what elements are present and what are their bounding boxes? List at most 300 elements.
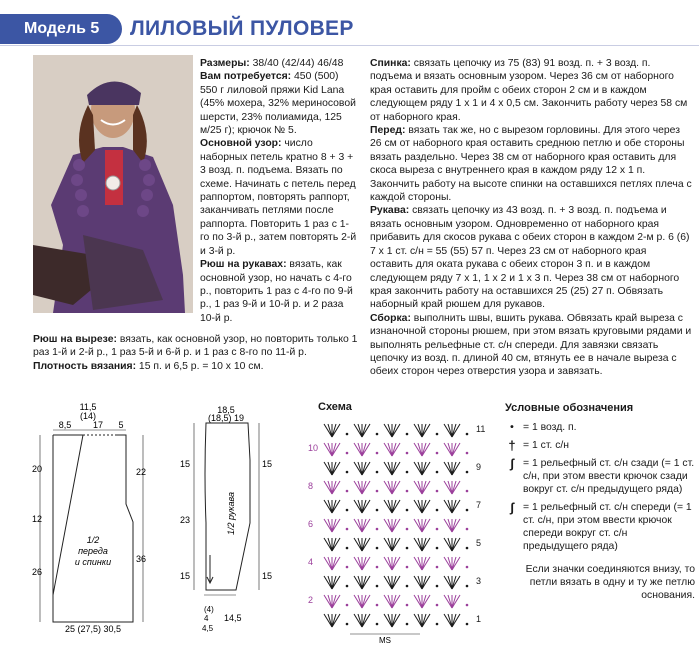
chart-stitch	[328, 424, 332, 437]
chart-stitch	[332, 424, 340, 437]
chart-chain-dot	[346, 528, 349, 531]
chart-stitch	[422, 519, 430, 532]
chart-stitch	[324, 462, 332, 475]
chart-stitch-group	[414, 557, 430, 570]
body-dim-left-12: 12	[32, 514, 43, 524]
chart-stitch	[422, 424, 430, 437]
sleeve-dim-top-a: 18,5	[217, 405, 235, 415]
chart-stitch	[422, 462, 430, 475]
chart-chain-dot	[406, 623, 409, 626]
chart-stitch	[392, 424, 400, 437]
chart-stitch-group	[444, 519, 460, 532]
body-dim-top-right: 5	[118, 420, 124, 430]
chart-stitch	[414, 519, 422, 532]
double-crochet-icon: †	[508, 438, 516, 453]
chart-stitch	[414, 500, 422, 513]
chart-stitch	[414, 443, 422, 456]
need-value: 450 (500) 550 г лиловой пряжи Kid Lana (45% мохера, 32% мериносовой шерсти, 23% полиамида, 125 м/25 г); крючок № 5.	[200, 71, 356, 137]
chart-chain-dot	[466, 585, 469, 588]
chart-stitch	[452, 576, 456, 589]
chart-stitch	[358, 614, 362, 627]
chart-stitch	[354, 557, 362, 570]
chart-stitch	[448, 481, 452, 494]
chart-stitch	[358, 500, 362, 513]
chart-stitch	[362, 557, 370, 570]
chart-stitch	[332, 576, 336, 589]
chart-stitch	[418, 443, 422, 456]
chart-stitch	[332, 481, 336, 494]
chart-chain-dot	[376, 509, 379, 512]
chart-stitch	[354, 481, 362, 494]
chart-stitch	[452, 462, 460, 475]
chart-stitch	[392, 481, 396, 494]
chart-stitch	[452, 595, 460, 608]
chart-stitch	[392, 538, 400, 551]
chart-chain-dot	[376, 566, 379, 569]
chart-stitch	[392, 614, 400, 627]
chart-row-label: 5	[476, 538, 482, 548]
chart-stitch	[388, 519, 392, 532]
chart-stitch	[358, 557, 362, 570]
chart-stitch	[444, 595, 452, 608]
sleeve-dim-left-15b: 15	[180, 571, 191, 581]
lower-left-text	[33, 333, 363, 373]
chart-chain-dot	[376, 471, 379, 474]
chart-stitch	[332, 614, 336, 627]
sleeve-dim-top-b: (18,5) 19	[207, 413, 245, 423]
chart-chain-dot	[346, 452, 349, 455]
chart-stitch	[324, 557, 332, 570]
chart-stitch	[328, 462, 332, 475]
chart-stitch	[388, 500, 392, 513]
legend-text: = 1 рельефный ст. с/н сзади (= 1 ст. с/н, при этом ввести крючок сзади вокруг ст. с/н предыдущего ряда)	[523, 458, 695, 495]
chart-stitch-group	[384, 481, 400, 494]
chart-stitch-group	[384, 500, 400, 513]
chart-stitch	[332, 614, 340, 627]
chart-stitch	[452, 519, 460, 532]
chart-stitch-group	[444, 424, 460, 437]
chart-stitch	[332, 500, 340, 513]
chart-stitch	[328, 595, 332, 608]
chart-stitch-group	[444, 557, 460, 570]
chart-stitch	[414, 614, 422, 627]
chart-stitch	[362, 576, 366, 589]
chart-chain-dot	[346, 604, 349, 607]
chart-stitch-group	[414, 481, 430, 494]
chart-stitch	[354, 614, 362, 627]
chart-stitch	[358, 519, 362, 532]
chart-stitch	[332, 424, 336, 437]
chart-chain-dot	[436, 623, 439, 626]
chart-stitch-group	[324, 576, 340, 589]
chart-stitch	[358, 595, 362, 608]
chart-chain-dot	[436, 604, 439, 607]
chart-stitch	[384, 595, 392, 608]
chart-stitch	[332, 443, 340, 456]
chart-stitch	[388, 538, 392, 551]
chart-chain-dot	[436, 547, 439, 550]
chart-chain-dot	[346, 623, 349, 626]
chart-chain-dot	[406, 433, 409, 436]
chart-stitch	[392, 443, 396, 456]
chart-stitch	[422, 462, 426, 475]
chart-stitch-group	[414, 424, 430, 437]
legend-title: Условные обозначения	[505, 402, 634, 414]
chart-stitch	[384, 481, 392, 494]
chart-chain-dot	[406, 509, 409, 512]
chart-stitch	[452, 443, 460, 456]
chart-stitch	[392, 557, 396, 570]
chart-stitch	[388, 614, 392, 627]
chart-stitch	[332, 443, 336, 456]
chart-stitch	[418, 576, 422, 589]
left-text-column	[200, 57, 358, 325]
chart-stitch	[448, 576, 452, 589]
assembly-value: выполнить швы, вшить рукава. Обвязать край выреза с изнаночной стороны рюшем, при этом вязать круговыми рядами и выполнять рельефные ст. с/н спереди. Для завязки связать цепочку из возд. п. длиной 40 см, втянуть ее в начале выреза с обеих сторон через отверстия узора и завязать.	[370, 312, 692, 378]
chart-stitch	[448, 462, 452, 475]
chart-stitch-group	[384, 538, 400, 551]
chart-stitch	[328, 443, 332, 456]
chart-stitch	[362, 443, 366, 456]
chart-stitch	[392, 424, 396, 437]
chart-stitch	[324, 481, 332, 494]
pattern-value: число наборных петель кратно 8 + 3 + 3 возд. п. подъема. Вязать по схеме. Начинать с петель перед раппортом, повторять раппорт, заканчивать петлями после раппорта. Повторить 1 раз с 1-го по 3-й р., затем повторять 2-й и 3-й р.	[200, 138, 357, 257]
chart-stitch-group	[384, 576, 400, 589]
chart-stitch	[422, 595, 426, 608]
chart-stitch	[392, 595, 396, 608]
chart-stitch-group	[384, 614, 400, 627]
chart-stitch	[422, 576, 426, 589]
chart-stitch-group	[354, 462, 370, 475]
chart-stitch-group	[354, 424, 370, 437]
chart-stitch	[358, 462, 362, 475]
chart-chain-dot	[346, 490, 349, 493]
chart-stitch	[422, 500, 426, 513]
chart-stitch	[452, 424, 456, 437]
sleeve-schematic	[176, 405, 276, 635]
chart-chain-dot	[436, 509, 439, 512]
chart-chain-dot	[466, 566, 469, 569]
chart-stitch	[452, 595, 456, 608]
sleeve-label: 1/2 рукава	[226, 492, 236, 535]
chart-stitch-group	[324, 614, 340, 627]
chart-stitch-group	[384, 462, 400, 475]
chart-stitch	[384, 443, 392, 456]
chart-stitch	[358, 576, 362, 589]
legend-text: = 1 рельефный ст. с/н спереди (= 1 ст. с/н, при этом ввести крючок спереди вокруг ст. с/н предыдущего ряда)	[523, 502, 692, 552]
chart-chain-dot	[466, 509, 469, 512]
chart-stitch	[362, 462, 366, 475]
chart-stitch-group	[324, 500, 340, 513]
chart-stitch-group	[384, 557, 400, 570]
chart-stitch-group	[354, 500, 370, 513]
chart-stitch-group	[384, 519, 400, 532]
chart-chain-dot	[406, 585, 409, 588]
density-value: 15 п. и 6,5 р. = 10 х 10 см.	[136, 360, 264, 372]
chart-stitch	[332, 500, 336, 513]
chart-stitch	[444, 424, 452, 437]
chart-stitch	[384, 500, 392, 513]
chart-stitch-group	[444, 500, 460, 513]
chart-stitch	[418, 595, 422, 608]
chart-stitch-group	[444, 576, 460, 589]
front-value: вязать так же, но с вырезом горловины. Для этого через 26 см от наборного края оставить среднюю петлю и обе стороны вязать раздельно. Через 38 см от наборного края оставить для скоса выреза с внутреннего края в каждом ряду 12 х 1 п. Закончить работу на высоте спинки на оставшихся петлях плеча с каждой стороны.	[370, 125, 692, 204]
chart-chain-dot	[466, 452, 469, 455]
chart-stitch	[414, 557, 422, 570]
sleeve-dim-bottom-b: 4	[204, 614, 209, 623]
chart-row-label: 9	[476, 462, 482, 472]
chart-chain-dot	[346, 433, 349, 436]
chart-stitch	[328, 557, 332, 570]
sleeve-dim-bottom-d: 14,5	[224, 613, 242, 623]
chart-row-label: 2	[308, 595, 314, 605]
chart-stitch	[422, 538, 426, 551]
chart-stitch	[444, 538, 452, 551]
chart-stitch	[328, 576, 332, 589]
chart-stitch-group	[384, 424, 400, 437]
chart-stitch	[324, 538, 332, 551]
chart-stitch	[452, 614, 456, 627]
sleeve-label: Рукава:	[370, 205, 410, 217]
chart-stitch	[392, 557, 400, 570]
chart-stitch	[452, 424, 460, 437]
chart-stitch	[418, 538, 422, 551]
chart-stitch	[448, 614, 452, 627]
chart-stitch	[414, 538, 422, 551]
chart-row-label: 8	[308, 481, 314, 491]
chart-stitch	[444, 481, 452, 494]
chart-stitch-group	[324, 462, 340, 475]
chart-stitch	[332, 519, 340, 532]
chart-stitch	[418, 614, 422, 627]
ruffle-neck-label: Рюш на вырезе:	[33, 334, 117, 345]
chart-stitch-group	[354, 614, 370, 627]
chart-stitch	[418, 481, 422, 494]
body-dim-right-36: 36	[136, 554, 147, 564]
chart-stitch	[452, 500, 460, 513]
chart-stitch-group	[444, 595, 460, 608]
chart-stitch	[332, 557, 340, 570]
chart-stitch	[332, 462, 336, 475]
chart-stitch	[324, 443, 332, 456]
chart-stitch-group	[354, 576, 370, 589]
chart-stitch	[332, 481, 340, 494]
legend-item	[505, 457, 695, 496]
sizes-value: 38/40 (42/44) 46/48	[249, 58, 344, 69]
chart-stitch	[418, 424, 422, 437]
chart-stitch	[422, 443, 426, 456]
chart-stitch	[384, 538, 392, 551]
chart-stitch	[358, 538, 362, 551]
chart-stitch	[448, 595, 452, 608]
chart-stitch	[362, 500, 366, 513]
chart-chain-dot	[436, 471, 439, 474]
chart-chain-dot	[406, 471, 409, 474]
body-dim-top-b: (14)	[79, 411, 97, 421]
sleeve-dim-bottom-a: (4)	[204, 605, 214, 614]
chart-stitch	[388, 557, 392, 570]
ruffle-sleeves-label: Рюш на рукавах:	[200, 259, 287, 271]
chart-stitch	[452, 481, 460, 494]
chart-stitch	[448, 519, 452, 532]
chart-stitch	[358, 424, 362, 437]
chart-chain-dot	[406, 528, 409, 531]
body-label-1: 1/2	[86, 535, 100, 545]
chart-stitch	[388, 462, 392, 475]
chart-stitch	[422, 557, 426, 570]
chart-chain-dot	[406, 566, 409, 569]
assembly-label: Сборка:	[370, 312, 411, 324]
chart-chain-dot	[436, 585, 439, 588]
chart-chain-dot	[406, 604, 409, 607]
body-dim-right-22: 22	[136, 467, 147, 477]
chart-stitch	[452, 443, 456, 456]
chart-stitch	[324, 500, 332, 513]
chart-stitch	[362, 424, 370, 437]
chart-stitch-group	[414, 462, 430, 475]
chart-stitch	[392, 576, 400, 589]
chart-stitch	[328, 519, 332, 532]
chart-stitch-group	[354, 481, 370, 494]
chart-stitch	[354, 595, 362, 608]
chart-stitch	[332, 595, 336, 608]
chart-stitch	[388, 443, 392, 456]
chart-stitch	[362, 481, 366, 494]
chart-stitch-group	[354, 519, 370, 532]
chart-chain-dot	[406, 547, 409, 550]
chart-stitch	[414, 462, 422, 475]
chart-stitch	[444, 614, 452, 627]
chart-stitch	[384, 462, 392, 475]
chart-stitch	[422, 424, 426, 437]
ruffle-sleeves-value: вязать, как основной узор, но начать с 4-го р., повторить 1 раз с 4-го по 9-й р., 1 раз 9-й и 10-й р. и 2 раза 10-й р.	[200, 259, 353, 324]
chart-chain-dot	[406, 452, 409, 455]
right-text-column	[370, 57, 692, 379]
chart-stitch	[448, 538, 452, 551]
chart-stitch	[392, 462, 396, 475]
legend	[505, 402, 695, 602]
header-divider	[0, 45, 699, 46]
chart-stitch	[362, 538, 366, 551]
chart-stitch-group	[414, 519, 430, 532]
chart-stitch	[324, 424, 332, 437]
body-dim-top-a: 11,5	[79, 402, 97, 412]
chart-chain-dot	[376, 528, 379, 531]
chart-stitch	[354, 576, 362, 589]
chart-chain-dot	[376, 547, 379, 550]
chart-stitch	[392, 595, 400, 608]
chart-stitch-group	[444, 481, 460, 494]
chart-stitch	[332, 576, 340, 589]
photo-illustration	[33, 55, 193, 313]
chart-stitch	[422, 481, 426, 494]
front-label: Перед:	[370, 125, 406, 137]
sleeve-dim-right-15b: 15	[262, 571, 273, 581]
chart-stitch	[422, 614, 426, 627]
chart-stitch	[324, 614, 332, 627]
chart-stitch	[448, 500, 452, 513]
chart-stitch	[332, 538, 340, 551]
chart-chain-dot	[466, 528, 469, 531]
chart-stitch-group	[324, 595, 340, 608]
chart-stitch	[324, 595, 332, 608]
chart-stitch	[362, 424, 366, 437]
need-label: Вам потребуется:	[200, 71, 292, 83]
chart-stitch	[328, 500, 332, 513]
chart-stitch	[452, 538, 460, 551]
chart-stitch	[452, 519, 456, 532]
ruffle-neck-value: вязать, как основной узор, но повторить только 1 раз 1-й и 2-й р., 1 раз 5-й и 6-й р. и 1 раз с 8-го по 11-й р.	[33, 334, 358, 359]
chart-stitch	[388, 481, 392, 494]
chart-stitch-group	[444, 462, 460, 475]
chart-stitch-group	[414, 614, 430, 627]
chart-stitch-group	[354, 595, 370, 608]
chart-stitch	[418, 500, 422, 513]
body-dim-top-left: 8,5	[58, 420, 72, 430]
chart-stitch	[332, 557, 336, 570]
chart-stitch	[362, 519, 366, 532]
chart-stitch	[422, 500, 430, 513]
legend-note: Если значки соединяются внизу, то петли вязать в одну и ту же петлю основания.	[525, 564, 695, 601]
back-label: Спинка:	[370, 58, 411, 69]
chart-stitch-group	[354, 443, 370, 456]
chart-stitch-group	[324, 519, 340, 532]
chart-chain-dot	[466, 433, 469, 436]
chart-chain-dot	[376, 452, 379, 455]
chart-stitch	[362, 462, 370, 475]
chart-stitch	[388, 424, 392, 437]
sleeve-dim-left-23: 23	[180, 515, 191, 525]
chart-stitch	[414, 595, 422, 608]
chart-stitch-group	[414, 500, 430, 513]
chart-stitch	[362, 443, 370, 456]
crochet-chart	[300, 414, 490, 644]
chart-stitch-group	[324, 424, 340, 437]
body-dim-left-20: 20	[32, 464, 43, 474]
chart-stitch	[362, 614, 366, 627]
chart-stitch	[392, 443, 400, 456]
chart-stitch	[384, 576, 392, 589]
chart-stitch	[414, 576, 422, 589]
chart-stitch	[332, 519, 336, 532]
chart-stitch-group	[444, 443, 460, 456]
chart-stitch-group	[414, 595, 430, 608]
chart-stitch	[362, 481, 370, 494]
chart-stitch-group	[414, 538, 430, 551]
chart-stitch	[422, 576, 430, 589]
chart-stitch	[392, 576, 396, 589]
model-label: Модель 5	[24, 20, 100, 37]
chart-stitch-group	[324, 557, 340, 570]
chart-stitch	[444, 576, 452, 589]
chart-stitch	[328, 614, 332, 627]
chart-chain-dot	[466, 490, 469, 493]
chart-chain-dot	[436, 452, 439, 455]
chart-stitch	[384, 424, 392, 437]
chart-stitch-group	[414, 576, 430, 589]
chart-stitch	[414, 481, 422, 494]
chart-row-label: 3	[476, 576, 482, 586]
chart-stitch	[422, 443, 430, 456]
chart-chain-dot	[436, 490, 439, 493]
chart-stitch	[392, 519, 396, 532]
chart-chain-dot	[376, 623, 379, 626]
chart-title: Схема	[318, 401, 352, 413]
chart-stitch	[354, 519, 362, 532]
chain-icon: •	[510, 422, 514, 433]
chart-stitch	[422, 538, 430, 551]
chart-stitch	[422, 614, 430, 627]
